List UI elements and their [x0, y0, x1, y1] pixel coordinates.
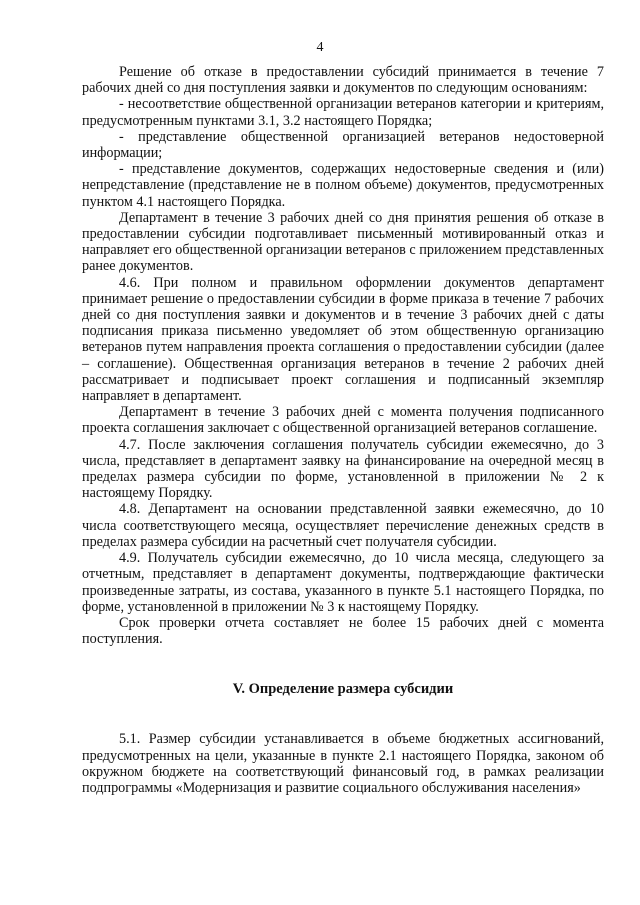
paragraph-refusal-decision: Решение об отказе в предоставлении субсидий принимается в течение 7 рабочих дней со дня поступления заявки и документов по следующим основаниям: [82, 64, 604, 97]
paragraph-4-6: 4.6. При полном и правильном оформлении документов департамент принимает решение о предоставлении субсидии в форме приказа в течение 7 рабочих дней со дня поступления заявки и документов и в течение 3 рабочих дней с даты подписания приказа письменно уведомляет об этом общественную организацию ветеранов путем направления проекта соглашения о предоставлении субсидии (далее – соглашение). Общественная организация ветеранов в течение 2 рабочих дней рассматривает и подписывает проект соглашения и подписанный экземпляр направляет в департамент. [82, 274, 604, 405]
paragraph-report-check-period: Срок проверки отчета составляет не более 15 рабочих дней с момента поступления. [82, 614, 604, 648]
paragraph-refusal-notice: Департамент в течение 3 рабочих дней со дня принятия решения об отказе в предоставлении субсидии подготавливает письменный мотивированный отказ и направляет его общественной организации ветеранов с приложением представленных ранее документов. [82, 209, 604, 275]
section-title: V. Определение размера субсидии [232, 681, 454, 698]
paragraph-5-1: 5.1. Размер субсидии устанавливается в объеме бюджетных ассигнований, предусмотренных на цели, указанные в пункте 2.1 настоящего Порядка, законом об окружном бюджете на соответствующий финансовый год, в рамках реализации подпрограммы «Модернизация и развитие социального обслуживания населения» [82, 731, 604, 796]
paragraph-4-7: 4.7. После заключения соглашения получатель субсидии ежемесячно, до 3 числа, представляет в департамент заявку на финансирование на очередной месяц в пределах размера субсидии по форме, установленной в приложении № 2 к настоящему Порядку. [82, 436, 604, 502]
page-number: 4 [316, 40, 324, 55]
paragraph-refusal-ground-1: - несоответствие общественной организации ветеранов категории и критериям, предусмотренным пунктами 3.1, 3.2 настоящего Порядка; [82, 96, 604, 129]
paragraph-refusal-ground-3: - представление документов, содержащих недостоверные сведения и (или) непредставление (представление не в полном объеме) документов, предусмотренных пунктом 4.1 настоящего Порядка. [82, 161, 604, 210]
paragraph-4-9: 4.9. Получатель субсидии ежемесячно, до 10 числа месяца, следующего за отчетным, представляет в департамент документы, подтверждающие фактически произведенные затраты, из состава, указанного в пункте 5.1 настоящего Порядка, по форме, установленной в приложении № 3 к настоящему Порядку. [82, 550, 604, 615]
document-body [82, 64, 604, 796]
paragraph-agreement-conclusion: Департамент в течение 3 рабочих дней с момента получения подписанного проекта соглашения заключает с общественной организацией ветеранов соглашение. [82, 404, 604, 437]
paragraph-4-8: 4.8. Департамент на основании представленной заявки ежемесячно, до 10 числа соответствующего месяца, осуществляет перечисление денежных средств в пределах размера субсидии на расчетный счет получателя субсидии. [82, 501, 604, 550]
paragraph-refusal-ground-2: - представление общественной организацией ветеранов недостоверной информации; [82, 128, 604, 162]
